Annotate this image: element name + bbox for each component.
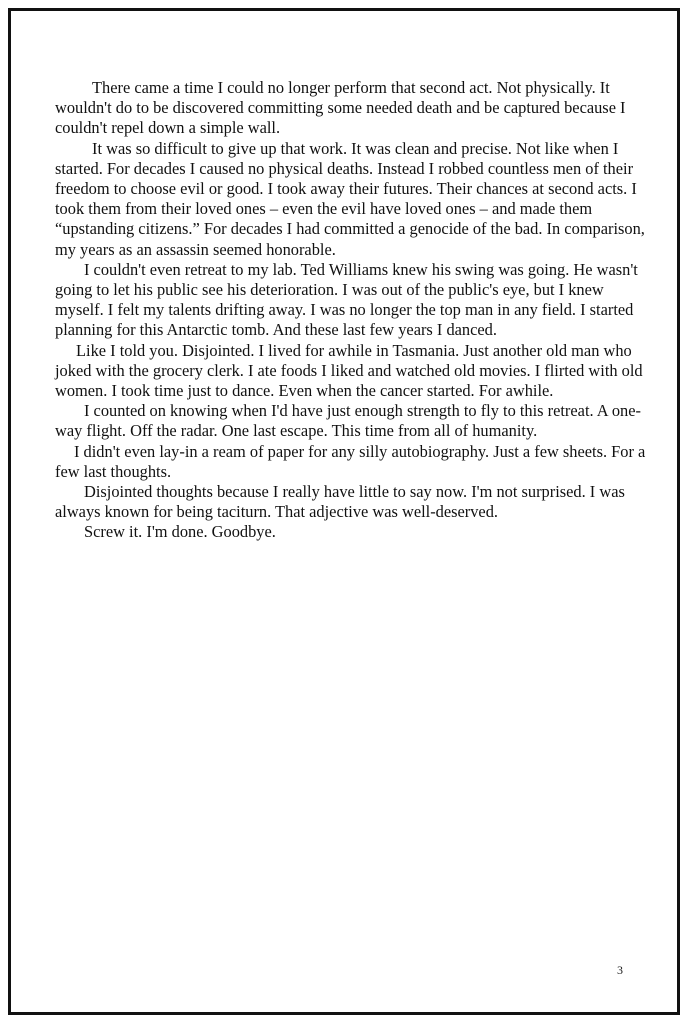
- page-number: 3: [617, 963, 623, 977]
- paragraph: Like I told you. Disjointed. I lived for awhile in Tasmania. Just another old man who joked with the grocery clerk. I ate foods I liked and watched old movies. I flirted with old women. I took time just to dance. Even when the cancer started. For awhile.: [55, 340, 643, 401]
- paragraph: Disjointed thoughts because I really have little to say now. I'm not surprised. I was always known for being taciturn. That adjective was well-deserved.: [55, 482, 625, 522]
- paragraph: I counted on knowing when I'd have just enough strength to fly to this retreat. A one-way flight. Off the radar. One last escape. This time from all of humanity.: [55, 401, 641, 441]
- paragraph: There came a time I could no longer perform that second act. Not physically. It wouldn't do to be discovered committing some needed death and be captured because I couldn't repel down a simple wall.: [55, 78, 626, 138]
- body-text: [55, 78, 655, 543]
- paragraph: I couldn't even retreat to my lab. Ted Williams knew his swing was going. He wasn't going to let his public see his deterioration. I was out of the public's eye, but I knew myself. I felt my talents drifting away. I was no longer the top man in any field. I started planning for this Antarctic tomb. And these last few years I danced.: [55, 259, 638, 340]
- paragraph: It was so difficult to give up that work. It was clean and precise. Not like when I started. For decades I caused no physical deaths. Instead I robbed countless men of their freedom to choose evil or good. I took away their futures. Their chances at second acts. I took them from their loved ones – even the evil have loved ones – and made them “upstanding citizens.” For decades I had committed a genocide of the bad. In comparison, my years as an assassin seemed honorable.: [55, 138, 645, 259]
- paragraph: Screw it. I'm done. Goodbye.: [84, 522, 276, 542]
- paragraph: I didn't even lay-in a ream of paper for any silly autobiography. Just a few sheets. For a few last thoughts.: [55, 441, 646, 481]
